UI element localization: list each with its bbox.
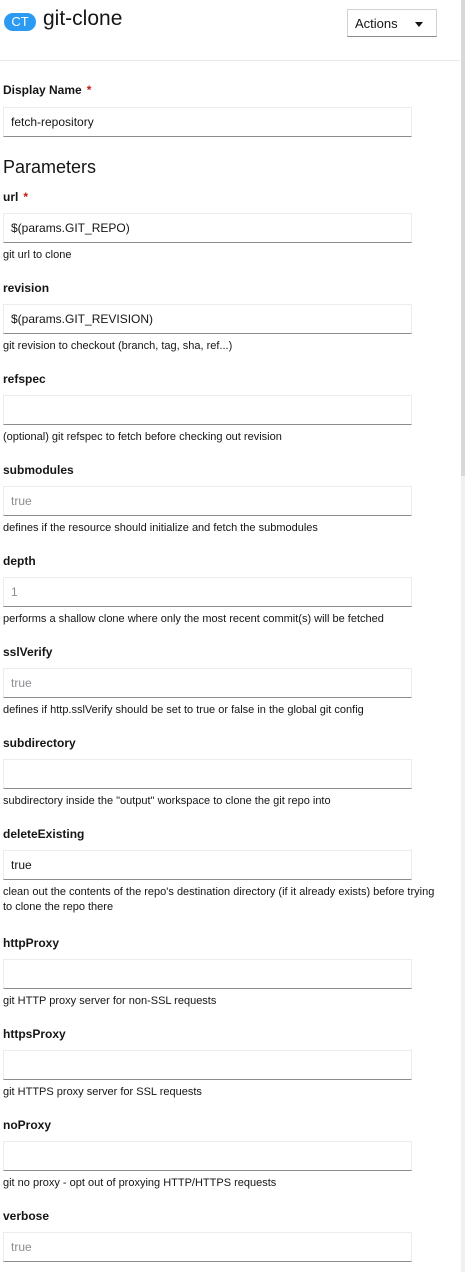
depth-help: performs a shallow clone where only the most recent commit(s) will be fetched — [3, 613, 384, 625]
revision-input[interactable] — [3, 304, 412, 334]
submodules-input[interactable] — [3, 486, 412, 516]
revision-label: revision — [3, 281, 50, 295]
actions-dropdown[interactable] — [347, 9, 437, 37]
submodules-help: defines if the resource should initialize and fetch the submodules — [3, 522, 318, 534]
verbose-input[interactable] — [3, 1232, 412, 1262]
sslverify-label: sslVerify — [3, 645, 53, 659]
scrollbar[interactable] — [461, 0, 465, 1272]
depth-label: depth — [3, 554, 36, 568]
url-help: git url to clone — [3, 249, 72, 261]
sslverify-help: defines if http.sslVerify should be set to true or false in the global git config — [3, 704, 364, 716]
actions-label: Actions — [355, 16, 398, 31]
httpsproxy-input[interactable] — [3, 1050, 412, 1080]
deleteexisting-input[interactable] — [3, 850, 412, 880]
httpproxy-help: git HTTP proxy server for non-SSL requests — [3, 995, 217, 1007]
subdirectory-input[interactable] — [3, 759, 412, 789]
noproxy-label: noProxy — [3, 1118, 52, 1132]
display-name-input[interactable] — [3, 107, 412, 137]
revision-help: git revision to checkout (branch, tag, sha, ref...) — [3, 340, 233, 352]
refspec-label: refspec — [3, 372, 46, 386]
subdirectory-help: subdirectory inside the "output" workspace to clone the git repo into — [3, 795, 331, 807]
noproxy-input[interactable] — [3, 1141, 412, 1171]
required-mark: * — [23, 190, 29, 204]
caret-down-icon — [415, 22, 423, 27]
noproxy-help: git no proxy - opt out of proxying HTTP/HTTPS requests — [3, 1177, 277, 1189]
httpsproxy-label: httpsProxy — [3, 1027, 66, 1041]
display-name-label: Display Name * — [3, 83, 92, 97]
subdirectory-label: subdirectory — [3, 736, 76, 750]
url-label: url * — [3, 190, 29, 204]
page-header — [0, 0, 460, 61]
url-input[interactable] — [3, 213, 412, 243]
refspec-help: (optional) git refspec to fetch before checking out revision — [3, 431, 282, 443]
httpsproxy-help: git HTTPS proxy server for SSL requests — [3, 1086, 202, 1098]
submodules-label: submodules — [3, 463, 74, 477]
scrollbar-thumb[interactable] — [461, 0, 465, 476]
parameters-title: Parameters — [3, 157, 97, 177]
httpproxy-label: httpProxy — [3, 936, 60, 950]
httpproxy-input[interactable] — [3, 959, 412, 989]
refspec-input[interactable] — [3, 395, 412, 425]
page-title: git-clone — [43, 7, 123, 30]
verbose-label: verbose — [3, 1209, 50, 1223]
depth-input[interactable] — [3, 577, 412, 607]
sslverify-input[interactable] — [3, 668, 412, 698]
cluster-task-badge: CT — [4, 13, 36, 31]
deleteexisting-label: deleteExisting — [3, 827, 85, 841]
required-mark: * — [86, 83, 92, 97]
deleteexisting-help: clean out the contents of the repo's destination directory (if it already exists) before trying to clone the repo there — [3, 886, 435, 913]
